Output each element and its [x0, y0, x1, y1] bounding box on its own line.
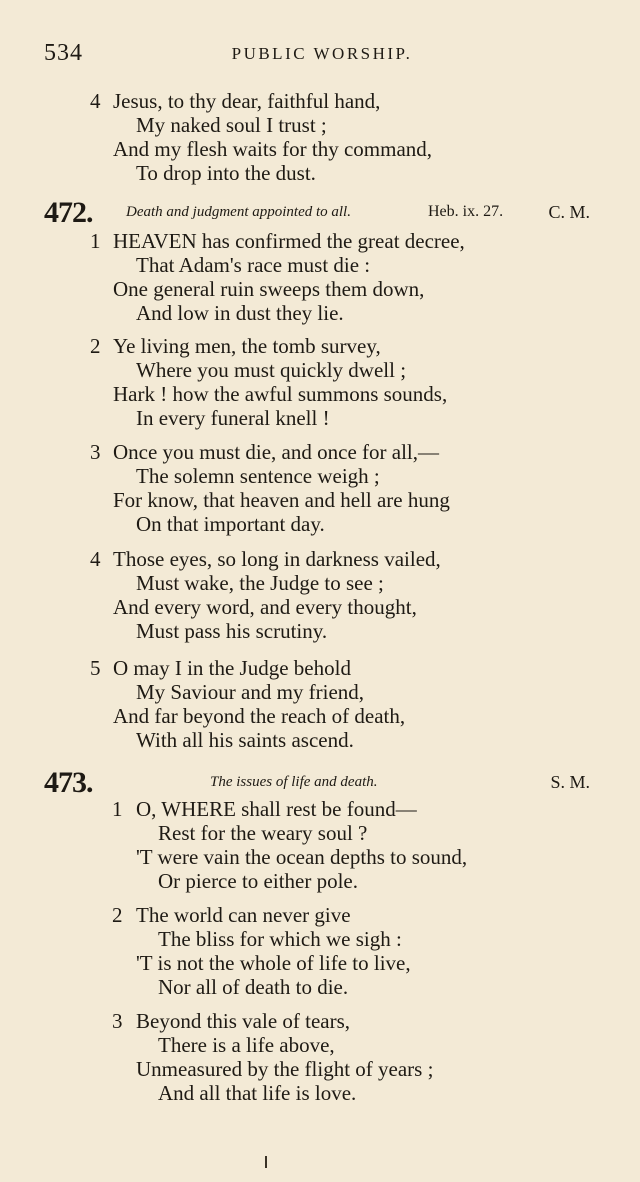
hymn-472-heading [44, 196, 590, 228]
hymn-number: 472. [44, 196, 93, 229]
stanza-line: And far beyond the reach of death, [113, 704, 406, 728]
hymn-subject: The issues of life and death. [210, 774, 378, 790]
stanza-line: Unmeasured by the flight of years ; [136, 1057, 434, 1081]
stanza-line: The bliss for which we sigh : [158, 927, 402, 951]
scripture-reference: Heb. ix. 27. [428, 203, 504, 220]
stanza-line: Hark ! how the awful summons sounds, [113, 382, 448, 406]
stanza-number: 2 [112, 903, 123, 927]
stanza-line: And low in dust they lie. [136, 301, 344, 325]
stanza-line: Ye living men, the tomb survey, [113, 334, 381, 358]
stanza-number: 1 [90, 229, 101, 253]
page-number: 534 [44, 40, 83, 66]
stanza-line: Beyond this vale of tears, [136, 1009, 351, 1033]
stanza-line: That Adam's race must die : [136, 253, 371, 277]
stanza-line: Nor all of death to die. [158, 975, 349, 999]
stanza-line: My Saviour and my friend, [136, 680, 365, 704]
stanza-number: 4 [90, 89, 101, 113]
stanza-line: Rest for the weary soul ? [158, 821, 368, 845]
stanza-line: One general ruin sweeps them down, [113, 277, 425, 301]
stanza-line: On that important day. [136, 512, 325, 536]
stanza-line: There is a life above, [158, 1033, 335, 1057]
stanza-number: 4 [90, 547, 101, 571]
stanza-line: O, WHERE shall rest be found— [136, 797, 417, 821]
stanza-line: In every funeral knell ! [136, 406, 330, 430]
hymn-473-heading [44, 766, 590, 798]
print-mark [265, 1156, 267, 1168]
stanza-line: With all his saints ascend. [136, 728, 354, 752]
stanza-line: 'T were vain the ocean depths to sound, [136, 845, 468, 869]
hymn-meter: S. M. [550, 772, 590, 792]
stanza-line: The world can never give [136, 903, 351, 927]
stanza-number: 2 [90, 334, 101, 358]
stanza-line: And my flesh waits for thy command, [113, 137, 433, 161]
stanza-line: O may I in the Judge behold [113, 656, 351, 680]
stanza-line: 'T is not the whole of life to live, [136, 951, 411, 975]
hymn-subject: Death and judgment appointed to all. [126, 204, 351, 220]
stanza-line: Or pierce to either pole. [158, 869, 358, 893]
stanza-line: Jesus, to thy dear, faithful hand, [113, 89, 381, 113]
page-header [44, 40, 600, 70]
stanza-line: Must wake, the Judge to see ; [136, 571, 384, 595]
running-title: PUBLIC WORSHIP. [231, 44, 413, 63]
stanza-line: To drop into the dust. [136, 161, 316, 185]
stanza-line: Once you must die, and once for all,— [113, 440, 439, 464]
stanza-number: 3 [112, 1009, 123, 1033]
stanza-line: My naked soul I trust ; [136, 113, 327, 137]
stanza-line: And every word, and every thought, [113, 595, 417, 619]
stanza-line: Where you must quickly dwell ; [136, 358, 407, 382]
stanza-line: Must pass his scrutiny. [136, 619, 328, 643]
stanza-number: 5 [90, 656, 101, 680]
stanza-line: For know, that heaven and hell are hung [113, 488, 450, 512]
stanza-line: HEAVEN has confirmed the great decree, [113, 229, 465, 253]
stanza-number: 1 [112, 797, 123, 821]
stanza-number: 3 [90, 440, 101, 464]
stanza-line: And all that life is love. [158, 1081, 357, 1105]
stanza-line: Those eyes, so long in darkness vailed, [113, 547, 441, 571]
hymn-meter: C. M. [548, 202, 590, 222]
stanza-line: The solemn sentence weigh ; [136, 464, 380, 488]
hymn-number: 473. [44, 766, 93, 799]
